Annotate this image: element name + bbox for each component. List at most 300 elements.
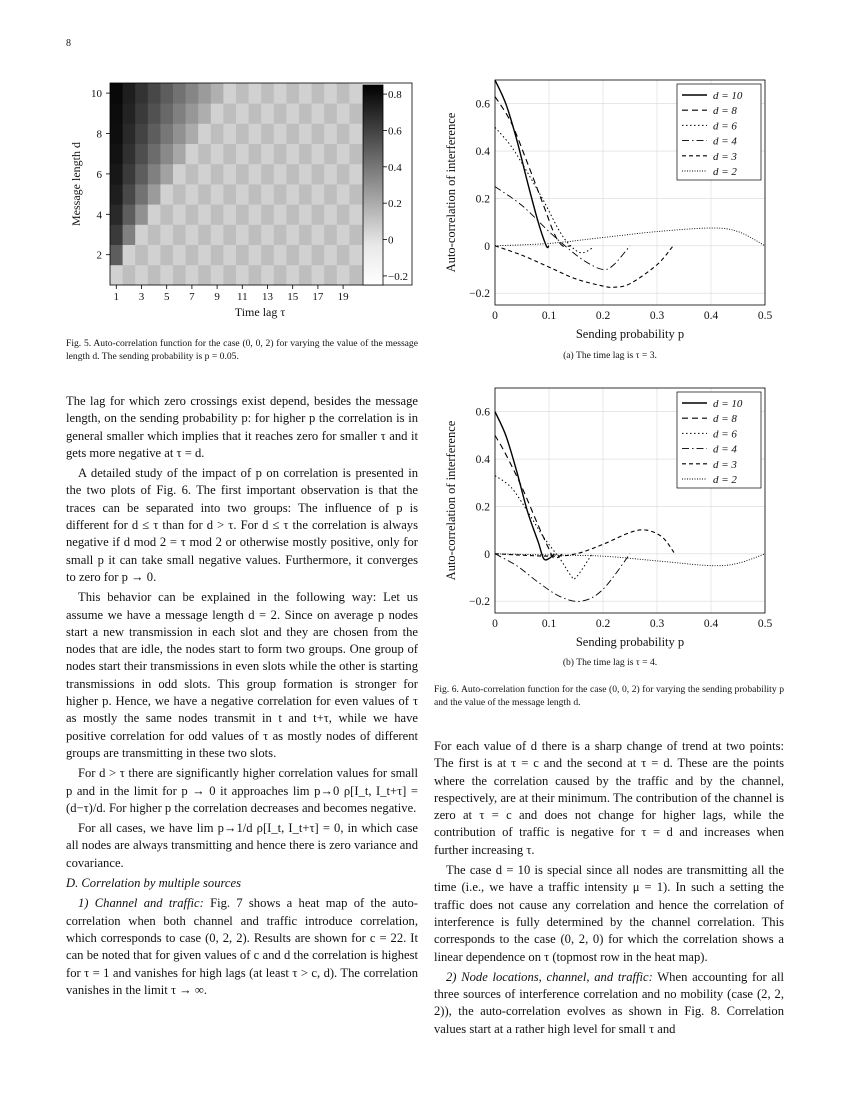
series-line <box>495 554 630 602</box>
heatmap-cell <box>249 164 262 185</box>
heatmap-cell <box>173 184 186 205</box>
legend-label: d = 2 <box>713 166 737 178</box>
colorbar-tick-label: 0.6 <box>388 125 402 138</box>
heatmap-ytick-label: 4 <box>96 209 102 222</box>
fig6-caption: Fig. 6. Auto-correlation function for the case (0, 0, 2) for varying the sending probability p and the value of the message length d. <box>434 684 784 708</box>
heatmap-cell <box>349 123 362 144</box>
fig5-heatmap-figure <box>60 70 430 335</box>
heatmap-cell <box>148 144 161 165</box>
heatmap-xtick-label: 19 <box>337 291 349 303</box>
heatmap-cell <box>349 184 362 205</box>
heatmap-cell <box>324 164 337 185</box>
heatmap-cell <box>349 265 362 286</box>
heatmap-cell <box>337 144 350 165</box>
heatmap-cell <box>135 184 148 205</box>
heatmap-cell <box>160 144 173 165</box>
legend-label: d = 10 <box>713 90 743 102</box>
heatmap-cell <box>135 224 148 245</box>
heatmap-cell <box>160 83 173 104</box>
heatmap-cell <box>123 83 136 104</box>
xtick-label: 0.2 <box>595 618 611 630</box>
heatmap-cell <box>135 103 148 124</box>
heatmap-cell <box>324 224 337 245</box>
heatmap-cell <box>110 184 123 205</box>
ytick-label: −0.2 <box>469 596 490 609</box>
legend-label: d = 6 <box>713 428 737 441</box>
heatmap-xtick-label: 11 <box>237 291 248 303</box>
heatmap-cell <box>211 83 224 104</box>
heatmap-cell <box>173 265 186 286</box>
heatmap-cell <box>236 204 249 225</box>
heatmap-cell <box>337 204 350 225</box>
xtick-label: 0 <box>492 310 498 322</box>
heatmap-cell <box>299 103 312 124</box>
colorbar-tick-label: −0.2 <box>388 270 408 283</box>
ytick-label: −0.2 <box>469 288 490 301</box>
heatmap-cell <box>312 265 325 286</box>
heatmap-cell <box>337 83 350 104</box>
heatmap-cell <box>148 265 161 286</box>
heatmap-cell <box>173 245 186 266</box>
xtick-label: 0 <box>492 618 498 630</box>
heatmap-cell <box>135 265 148 286</box>
heatmap-cell <box>148 103 161 124</box>
heatmap-cell <box>211 265 224 286</box>
series-line <box>495 127 592 253</box>
heatmap-cell <box>211 245 224 266</box>
paragraph <box>66 895 418 999</box>
heatmap-cell <box>236 184 249 205</box>
heatmap-cell <box>261 204 274 225</box>
heatmap-xtick-label: 9 <box>214 291 220 303</box>
heatmap-ytick-label: 8 <box>96 128 102 141</box>
heatmap-cell <box>173 83 186 104</box>
heatmap-cell <box>135 204 148 225</box>
fig5-caption: Fig. 5. Auto-correlation function for the case (0, 0, 2) for varying the value of the message length d. The sending probability is p = 0.05. <box>66 338 418 362</box>
heatmap-cell <box>198 184 211 205</box>
heatmap-cell <box>299 224 312 245</box>
heatmap-cell <box>236 144 249 165</box>
heatmap-cell <box>223 265 236 286</box>
heatmap-cell <box>337 123 350 144</box>
xlabel: Sending probability p <box>575 635 685 649</box>
heatmap-cell <box>198 123 211 144</box>
heatmap-cell <box>299 83 312 104</box>
xtick-label: 0.5 <box>757 310 773 322</box>
heatmap-cell <box>261 83 274 104</box>
paragraph: For each value of d there is a sharp change of trend at two points: The first is at τ = c and the second at τ = d. These are the points where the correlation caused by the traffic and by the channel, respectively, are at their minimum. The contribution of the channel is zero at τ = c and does not change for higher lags, while the contribution of traffic is negative for τ = d and increases when further increasing τ. <box>434 739 784 857</box>
heatmap-cell <box>324 83 337 104</box>
heatmap-cell <box>211 204 224 225</box>
heatmap-cell <box>148 204 161 225</box>
heatmap-cell <box>223 123 236 144</box>
heatmap-cell <box>223 204 236 225</box>
heatmap-cell <box>349 103 362 124</box>
subsection-heading: 1) Channel and traffic: <box>78 896 204 911</box>
heatmap-cell <box>110 103 123 124</box>
paragraph <box>434 969 784 1038</box>
heatmap-cell <box>324 245 337 266</box>
heatmap-xtick-label: 5 <box>163 291 170 303</box>
heatmap-cell <box>186 164 199 185</box>
heatmap-xtick-label: 1 <box>113 291 120 303</box>
paragraph: The case d = 10 is special since all nodes are transmitting all the time (i.e., we have a traffic intensity μ = 1). In such a setting the traffic does not cause any correlation and hence the correlation of interference is fully determined by the channel correlation. This corresponds to the case (0, 2, 0) for which the correlation shows a linear dependence on τ (topmost row in the heat map). <box>434 863 784 964</box>
heatmap-cell <box>186 204 199 225</box>
heatmap-cell <box>110 245 123 266</box>
heatmap-cell <box>160 245 173 266</box>
heatmap-cell <box>261 265 274 286</box>
heatmap-cell <box>274 144 287 165</box>
ytick-label: 0.6 <box>475 98 490 111</box>
heatmap-cell <box>261 245 274 266</box>
paragraph-text: When accounting for all three sources of interference correlation and no mobility (case (2, 2, 2)), the auto-correlation evolves as shown in Fig. 8. Correlation values start at a rather high level for small τ and <box>434 969 785 1036</box>
heatmap-ytick-label: 2 <box>96 249 102 262</box>
series-line <box>495 412 554 560</box>
heatmap-cell <box>312 245 325 266</box>
heatmap-cell <box>110 265 123 286</box>
heatmap-ytick-label: 6 <box>96 168 102 181</box>
subsection-heading: 2) Node locations, channel, and traffic: <box>446 969 653 984</box>
fig6a-plot <box>444 80 772 341</box>
heatmap-cell <box>211 224 224 245</box>
heatmap-cell <box>249 123 262 144</box>
heatmap-ytick-label: 10 <box>91 88 102 101</box>
heatmap-cell <box>223 164 236 185</box>
heatmap-cell <box>123 224 136 245</box>
heatmap-cell <box>286 123 299 144</box>
heatmap-cell <box>324 144 337 165</box>
paragraph: The lag for which zero crossings exist depend, besides the message length, on the sending probability p: for higher p the correlation is in general smaller which implies that it reaches zero for smaller τ and it gets more negative at τ = d. <box>66 394 418 460</box>
xtick-label: 0.3 <box>649 618 665 630</box>
heatmap-cell <box>274 204 287 225</box>
heatmap-xtick-label: 13 <box>262 291 273 303</box>
heatmap-cell <box>173 123 186 144</box>
heatmap-cell <box>236 103 249 124</box>
xtick-label: 0.1 <box>541 310 557 322</box>
heatmap-cell <box>274 265 287 286</box>
legend-label: d = 3 <box>713 150 737 163</box>
heatmap-cell <box>349 83 362 104</box>
legend-label: d = 10 <box>713 398 743 410</box>
heatmap-cell <box>249 204 262 225</box>
xtick-label: 0.2 <box>595 310 611 322</box>
heatmap-cell <box>186 103 199 124</box>
heatmap-cell <box>160 204 173 225</box>
heatmap-cell <box>110 144 123 165</box>
heatmap-cell <box>198 204 211 225</box>
heatmap-xtick-label: 17 <box>312 291 324 303</box>
heatmap-cell <box>261 224 274 245</box>
heatmap-xtick-label: 15 <box>287 291 299 303</box>
colorbar-tick-label: 0.4 <box>388 161 402 174</box>
heatmap-cell <box>110 204 123 225</box>
heatmap-cell <box>123 123 136 144</box>
heatmap-cell <box>160 265 173 286</box>
heatmap-cell <box>223 144 236 165</box>
heatmap-cell <box>274 224 287 245</box>
ytick-label: 0.6 <box>475 406 490 419</box>
ytick-label: 0 <box>484 548 490 561</box>
heatmap-xlabel: Time lag τ <box>234 305 286 319</box>
legend-label: d = 4 <box>713 135 737 148</box>
heatmap-cell <box>337 103 350 124</box>
heatmap-cell <box>160 103 173 124</box>
paragraph: A detailed study of the impact of p on correlation is presented in the two plots of Fig. 6. The first important observation is that the traces can be separated into two groups: The influence of p is different for d ≤ τ than for d > τ. For d ≤ τ the correlation is always negative if d mod 2 = τ mod 2 or otherwise mostly positive, only for small p it can take small negative values. Furthermore, it converges to zero for p → 0. <box>66 466 418 584</box>
heatmap-cell <box>135 123 148 144</box>
heatmap-cell <box>324 265 337 286</box>
heatmap-cell <box>186 144 199 165</box>
heatmap-cell <box>349 144 362 165</box>
heatmap-cell <box>123 103 136 124</box>
heatmap-cell <box>274 245 287 266</box>
heatmap-cell <box>123 184 136 205</box>
heatmap-cell <box>148 245 161 266</box>
heatmap-cell <box>123 144 136 165</box>
ylabel: Auto-correlation of interference <box>444 112 458 273</box>
heatmap-cell <box>249 265 262 286</box>
heatmap-cell <box>299 245 312 266</box>
heatmap-yticks <box>91 88 110 262</box>
heatmap-cell <box>286 144 299 165</box>
heatmap-cell <box>123 265 136 286</box>
fig6a-subcaption: (a) The time lag is τ = 3. <box>563 350 657 361</box>
heatmap-cell <box>110 123 123 144</box>
colorbar-ticks <box>383 89 408 283</box>
heatmap-cell <box>312 204 325 225</box>
heatmap-xticks <box>114 285 350 303</box>
heatmap-cell <box>337 245 350 266</box>
heatmap-cell <box>148 83 161 104</box>
heatmap-cell <box>324 123 337 144</box>
heatmap-cell <box>299 144 312 165</box>
series-line <box>495 435 563 558</box>
heatmap-cell <box>312 103 325 124</box>
heatmap-cell <box>223 245 236 266</box>
heatmap-cell <box>211 184 224 205</box>
heatmap-cell <box>211 103 224 124</box>
series-line <box>495 80 549 248</box>
ytick-label: 0 <box>484 240 490 253</box>
ytick-label: 0.2 <box>475 501 490 514</box>
heatmap-cell <box>173 103 186 124</box>
heatmap-cell <box>261 184 274 205</box>
heatmap-cell <box>223 83 236 104</box>
heatmap-cell <box>135 245 148 266</box>
heatmap-cell <box>123 204 136 225</box>
heatmap-cell <box>223 103 236 124</box>
heatmap-cell <box>261 123 274 144</box>
heatmap-cell <box>261 164 274 185</box>
heatmap-cell <box>312 83 325 104</box>
heatmap-cell <box>135 144 148 165</box>
xtick-label: 0.4 <box>703 310 719 322</box>
heatmap-cell <box>261 144 274 165</box>
heatmap-cell <box>274 83 287 104</box>
heatmap-cell <box>299 204 312 225</box>
heatmap-cell <box>173 144 186 165</box>
heatmap-cell <box>236 164 249 185</box>
heatmap-cell <box>349 224 362 245</box>
heatmap-cell <box>274 164 287 185</box>
heatmap-cell <box>186 123 199 144</box>
heatmap-cell <box>123 245 136 266</box>
legend-label: d = 2 <box>713 474 737 486</box>
heatmap-cell <box>249 83 262 104</box>
fig6b-subcaption: (b) The time lag is τ = 4. <box>562 657 658 668</box>
heatmap-cell <box>198 83 211 104</box>
left-column <box>66 393 418 1002</box>
series-line <box>495 228 765 246</box>
legend-label: d = 3 <box>713 458 737 471</box>
heatmap-cell <box>110 224 123 245</box>
heatmap-cell <box>349 164 362 185</box>
xlabel: Sending probability p <box>575 327 685 341</box>
heatmap-cell <box>274 184 287 205</box>
heatmap-cell <box>110 83 123 104</box>
heatmap-cell <box>186 224 199 245</box>
heatmap-cell <box>312 224 325 245</box>
fig6a-chart <box>435 70 785 345</box>
heatmap-xtick-label: 7 <box>189 291 195 303</box>
heatmap-cell <box>186 245 199 266</box>
heatmap-cell <box>198 265 211 286</box>
heatmap-cell <box>286 224 299 245</box>
heatmap-cell <box>223 224 236 245</box>
heatmap-cell <box>249 103 262 124</box>
xtick-label: 0.1 <box>541 618 557 630</box>
heatmap-cell <box>186 265 199 286</box>
heatmap-cell <box>148 164 161 185</box>
heatmap-cell <box>198 103 211 124</box>
heatmap-cell <box>286 103 299 124</box>
series-line <box>495 530 675 556</box>
heatmap-cell <box>337 265 350 286</box>
heatmap-cell <box>148 123 161 144</box>
heatmap-cell <box>274 123 287 144</box>
heatmap-cell <box>198 144 211 165</box>
right-column <box>434 738 784 1041</box>
xtick-label: 0.5 <box>757 618 773 630</box>
legend-label: d = 8 <box>713 413 737 426</box>
heatmap-cell <box>337 164 350 185</box>
heatmap-cell <box>186 184 199 205</box>
paragraph: For all cases, we have lim p→1/d ρ[I_t, I_t+τ] = 0, in which case all nodes are always transmitting and hence there is zero variance and covariance. <box>66 821 418 870</box>
heatmap-cell <box>236 245 249 266</box>
heatmap-cell <box>324 184 337 205</box>
heatmap-cell <box>299 265 312 286</box>
heatmap-cell <box>211 164 224 185</box>
heatmap-cell <box>173 164 186 185</box>
legend-label: d = 4 <box>713 443 737 456</box>
heatmap-cell <box>349 204 362 225</box>
heatmap-cell <box>286 204 299 225</box>
heatmap-cell <box>198 245 211 266</box>
heatmap-cells <box>110 83 362 285</box>
heatmap-cell <box>148 224 161 245</box>
heatmap-cell <box>299 123 312 144</box>
heatmap-cell <box>349 245 362 266</box>
paragraph: For d > τ there are significantly higher correlation values for small p and in the limit for p → 0 it approaches lim p→0 ρ[I_t, I_t+τ] = (d−τ)/d. For higher p the correlation decreases and becomes negative. <box>66 766 418 815</box>
heatmap-cell <box>299 164 312 185</box>
colorbar <box>363 85 383 285</box>
heatmap-cell <box>236 123 249 144</box>
series-line <box>495 187 630 270</box>
series-line <box>495 97 571 247</box>
heatmap-cell <box>186 83 199 104</box>
heatmap-cell <box>160 123 173 144</box>
xtick-label: 0.4 <box>703 618 719 630</box>
heatmap-cell <box>337 184 350 205</box>
colorbar-tick-label: 0.2 <box>388 198 402 211</box>
heatmap-cell <box>148 184 161 205</box>
paragraph-text: Fig. 7 shows a heat map of the auto-correlation when both channel and traffic introduce correlation, which corresponds to case (0, 2, 2). Results are shown for c = 22. It can be noted that for given values of c and d the correlation is highest for τ = 1 and vanishes for high lags (at least τ > c, d). The correlation vanishes in the limit τ → ∞. <box>66 896 418 997</box>
heatmap-cell <box>312 144 325 165</box>
heatmap-cell <box>198 164 211 185</box>
fig6b-plot <box>444 388 772 649</box>
heatmap-cell <box>173 224 186 245</box>
ytick-label: 0.4 <box>475 454 490 467</box>
series-line <box>495 554 765 566</box>
page-number: 8 <box>66 38 71 49</box>
heatmap-cell <box>236 265 249 286</box>
heatmap-cell <box>286 265 299 286</box>
series-line <box>495 476 592 580</box>
colorbar-tick-label: 0.8 <box>388 89 402 102</box>
heatmap-cell <box>324 103 337 124</box>
colorbar-tick-label: 0 <box>388 234 394 247</box>
heatmap-cell <box>286 245 299 266</box>
heatmap-cell <box>211 144 224 165</box>
heatmap-cell <box>135 83 148 104</box>
heatmap-cell <box>286 184 299 205</box>
heatmap-cell <box>249 144 262 165</box>
heatmap-cell <box>286 164 299 185</box>
heatmap-cell <box>274 103 287 124</box>
heatmap-cell <box>160 164 173 185</box>
heatmap-cell <box>249 245 262 266</box>
legend-label: d = 8 <box>713 105 737 118</box>
heatmap-cell <box>223 184 236 205</box>
heatmap-cell <box>135 164 148 185</box>
heatmap-cell <box>337 224 350 245</box>
heatmap-cell <box>312 164 325 185</box>
fig6b-chart <box>435 378 785 653</box>
ytick-label: 0.4 <box>475 146 490 159</box>
paragraph: This behavior can be explained in the following way: Let us assume we have a message length d = 2. Since on average p nodes start a new transmission in each slot and they are chosen from the nodes that are idle, the nodes start to form two groups. One group of nodes start their transmissions in even slots while the other is starting transmissions in odd slots. This group formation is stronger for higher p. Hence, we have a negative correlation for even values of τ as mostly the same nodes transmit in t and t+τ, while we have positive correlation for odd values of τ as mostly nodes of different groups are transmitting in these two slots. <box>66 590 418 760</box>
heatmap-cell <box>236 224 249 245</box>
heatmap-ylabel: Message length d <box>69 142 83 226</box>
xtick-label: 0.3 <box>649 310 665 322</box>
heatmap-cell <box>173 204 186 225</box>
heatmap-cell <box>160 224 173 245</box>
heatmap-cell <box>312 123 325 144</box>
heatmap-cell <box>160 184 173 205</box>
heatmap-cell <box>249 224 262 245</box>
ylabel: Auto-correlation of interference <box>444 420 458 581</box>
heatmap-cell <box>123 164 136 185</box>
heatmap-cell <box>324 204 337 225</box>
heatmap-cell <box>249 184 262 205</box>
heatmap-cell <box>110 164 123 185</box>
heatmap-cell <box>211 123 224 144</box>
heatmap-cell <box>286 83 299 104</box>
heatmap-cell <box>299 184 312 205</box>
heatmap-xtick-label: 3 <box>138 291 145 303</box>
heatmap-cell <box>236 83 249 104</box>
legend-label: d = 6 <box>713 120 737 133</box>
heatmap-cell <box>198 224 211 245</box>
section-heading: D. Correlation by multiple sources <box>66 876 242 891</box>
